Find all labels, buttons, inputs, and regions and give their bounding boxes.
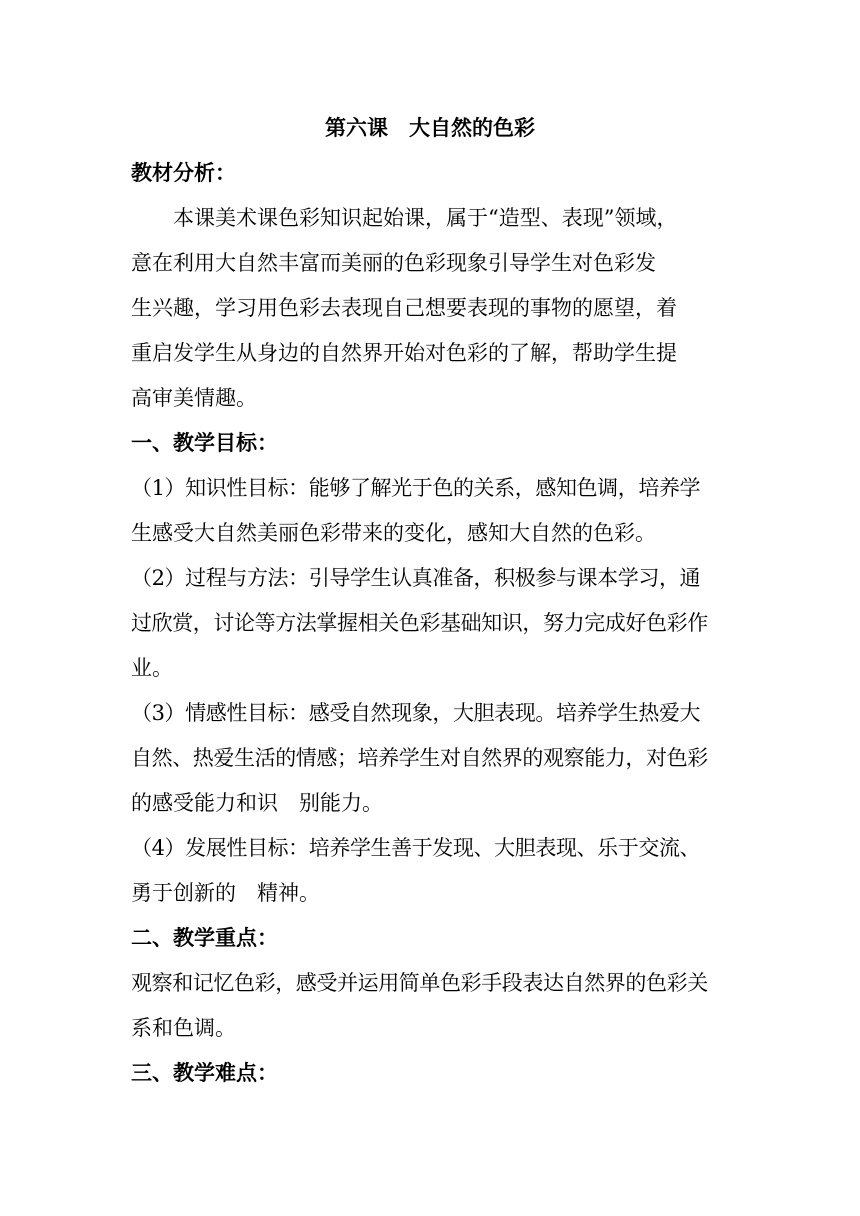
paragraph-line: 意在利用大自然丰富而美丽的色彩现象引导学生对色彩发 — [131, 251, 656, 275]
page-title: 第六课 大自然的色彩 — [325, 115, 535, 140]
section-heading-key-points: 二、教学重点： — [131, 925, 278, 950]
paragraph-line: 自然、热爱生活的情感；培养学生对自然界的观察能力，对色彩 — [131, 746, 708, 770]
paragraph-line: （4）发展性目标：培养学生善于发现、大胆表现、乐于交流、 — [131, 836, 701, 860]
paragraph-line: 生兴趣，学习用色彩去表现自己想要表现的事物的愿望，着 — [131, 296, 677, 320]
paragraph-line: 业。 — [131, 656, 173, 680]
section-heading-goals: 一、教学目标： — [131, 430, 278, 455]
paragraph-line: （3）情感性目标：感受自然现象，大胆表现。培养学生热爱大 — [131, 701, 701, 725]
paragraph-line: 的感受能力和识 别能力。 — [131, 791, 383, 815]
paragraph-line: 生感受大自然美丽色彩带来的变化，感知大自然的色彩。 — [131, 521, 656, 545]
paragraph-line: （1）知识性目标：能够了解光于色的关系，感知色调，培养学 — [131, 476, 701, 500]
paragraph-line: （2）过程与方法：引导学生认真准备，积极参与课本学习，通 — [131, 566, 701, 590]
paragraph-line: 勇于创新的 精神。 — [131, 881, 320, 905]
paragraph-line: 观察和记忆色彩，感受并运用简单色彩手段表达自然界的色彩关 — [131, 971, 708, 995]
paragraph-line: 本课美术课色彩知识起始课，属于“造型、表现”领域， — [173, 206, 678, 230]
section-heading-difficulties: 三、教学难点： — [131, 1060, 278, 1085]
paragraph-line: 过欣赏，讨论等方法掌握相关色彩基础知识，努力完成好色彩作 — [131, 611, 708, 635]
paragraph-line: 高审美情趣。 — [131, 386, 257, 410]
paragraph-line: 系和色调。 — [131, 1016, 236, 1040]
paragraph-line: 重启发学生从身边的自然界开始对色彩的了解，帮助学生提 — [131, 341, 677, 365]
section-heading-materials: 教材分析： — [131, 160, 236, 185]
